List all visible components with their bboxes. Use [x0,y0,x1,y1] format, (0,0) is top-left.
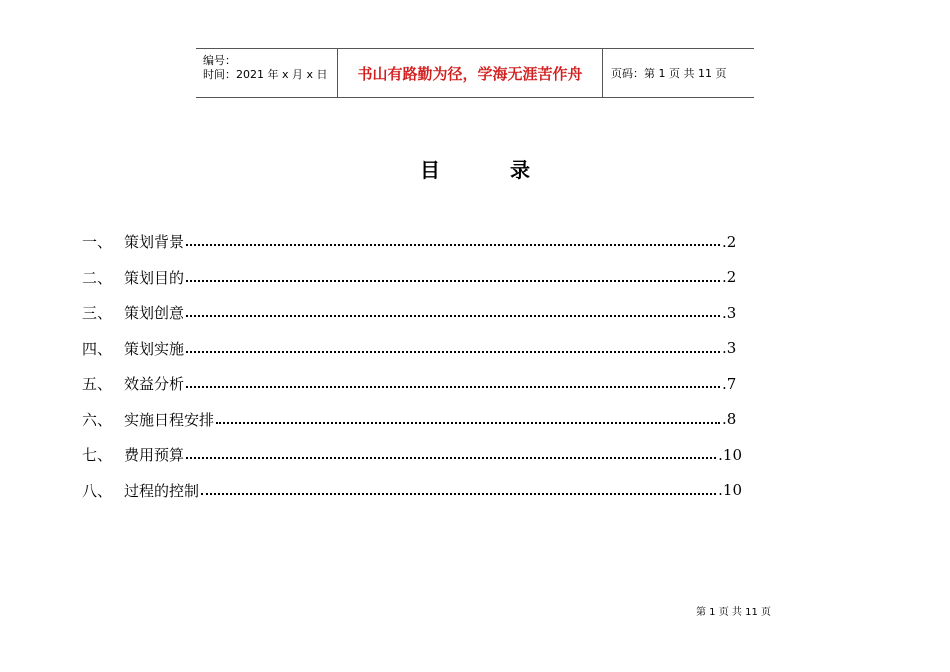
toc-entry-page: .10 [718,445,742,464]
toc-entry-number: 四、 [82,339,113,358]
toc-list [82,224,742,508]
header-page-cell [603,49,754,97]
toc-entry-leader [186,229,720,246]
toc-entry[interactable] [82,402,742,438]
toc-entry-title: 策划创意 [124,304,185,323]
toc-entry-title: 实施日程安排 [124,410,215,429]
toc-entry-number: 八、 [82,481,113,500]
header-motto-cell [338,49,603,97]
toc-entry[interactable] [82,224,742,260]
toc-entry-number: 三、 [82,304,113,323]
toc-entry-title: 过程的控制 [124,481,200,500]
toc-entry-page: .2 [722,232,737,251]
toc-entry-leader [186,300,720,317]
toc-entry-title: 费用预算 [124,446,185,465]
toc-entry-page: .2 [722,268,737,287]
toc-entry-leader [201,478,716,495]
toc-title [0,154,950,183]
page-footer: 第 1 页 共 11 页 [696,607,771,618]
toc-entry-number: 七、 [82,446,113,465]
toc-entry[interactable] [82,366,742,402]
toc-entry-number: 六、 [82,410,113,429]
toc-entry-leader [216,407,720,424]
toc-entry-page: .3 [722,303,737,322]
toc-entry-number: 二、 [82,268,113,287]
toc-entry[interactable] [82,260,742,296]
toc-entry-leader [186,442,716,459]
toc-entry-page: .10 [718,481,742,500]
motto-text: 书山有路勤为径，学海无涯苦作舟 [357,64,583,83]
toc-entry-number: 五、 [82,375,113,394]
toc-entry[interactable] [82,295,742,331]
toc-entry-leader [186,371,720,388]
header-info-cell [196,49,338,97]
document-header [196,48,754,98]
header-page-text: 页码：第 1 页 共 11 页 [611,67,727,80]
toc-entry-leader [186,336,720,353]
toc-entry-title: 策划背景 [124,233,185,252]
toc-entry[interactable] [82,331,742,367]
toc-entry[interactable] [82,437,742,473]
toc-entry-number: 一、 [82,233,113,252]
toc-title-right: 录 [510,158,530,182]
time-text: 时间：2021 年 x 月 x 日 [203,68,328,81]
toc-entry-title: 效益分析 [124,375,185,394]
toc-entry-title: 策划实施 [124,339,185,358]
toc-entry[interactable] [82,473,742,509]
toc-entry-page: .8 [722,410,737,429]
toc-entry-leader [186,265,720,282]
toc-entry-title: 策划目的 [124,268,185,287]
code-label: 编号： [203,54,236,67]
toc-entry-page: .7 [722,374,737,393]
toc-title-left: 目 [420,158,440,182]
toc-entry-page: .3 [722,339,737,358]
